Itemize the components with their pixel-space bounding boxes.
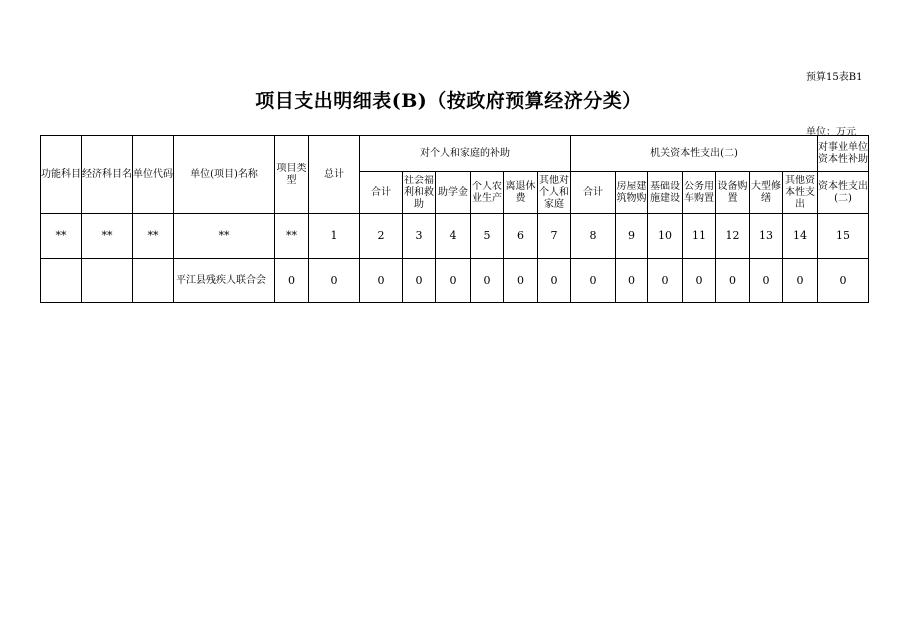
index-cell: 6 bbox=[504, 214, 538, 259]
index-row bbox=[41, 214, 869, 259]
value-cell: 0 bbox=[403, 259, 436, 303]
index-cell: 3 bbox=[403, 214, 436, 259]
value-cell: 0 bbox=[436, 259, 471, 303]
code-cell bbox=[133, 259, 174, 303]
unit-label: 单位：万元 bbox=[806, 127, 856, 138]
index-cell: 4 bbox=[436, 214, 471, 259]
value-cell: 0 bbox=[471, 259, 504, 303]
value-cell: 0 bbox=[818, 259, 869, 303]
subheader-social-welfare: 社会福利和救助 bbox=[403, 172, 436, 214]
index-cell: 10 bbox=[648, 214, 683, 259]
header-group-enterprise-capital: 对事业单位资本性补助 bbox=[818, 136, 869, 172]
value-cell: 0 bbox=[309, 259, 360, 303]
index-cell: 8 bbox=[571, 214, 616, 259]
econ-cell bbox=[82, 259, 133, 303]
value-cell: 0 bbox=[783, 259, 818, 303]
table-row bbox=[41, 259, 869, 303]
subheader-equipment: 设备购置 bbox=[716, 172, 750, 214]
index-cell: 15 bbox=[818, 214, 869, 259]
value-cell: 0 bbox=[716, 259, 750, 303]
index-cell: 11 bbox=[683, 214, 716, 259]
index-cell: 12 bbox=[716, 214, 750, 259]
project-type-cell: 0 bbox=[275, 259, 309, 303]
page-title: 项目支出明细表(B)（按政府预算经济分类） bbox=[255, 90, 642, 112]
index-cell: 1 bbox=[309, 214, 360, 259]
subheader-vehicle: 公务用车购置 bbox=[683, 172, 716, 214]
index-cell: ** bbox=[133, 214, 174, 259]
unit-name-cell: 平江县残疾人联合会 bbox=[174, 259, 275, 303]
subheader-personal-total: 合计 bbox=[360, 172, 403, 214]
subheader-grant: 助学金 bbox=[436, 172, 471, 214]
value-cell: 0 bbox=[616, 259, 648, 303]
subheader-retirement: 离退休费 bbox=[504, 172, 538, 214]
header-project-type: 项目类型 bbox=[275, 136, 309, 214]
index-cell: 5 bbox=[471, 214, 504, 259]
index-cell: ** bbox=[82, 214, 133, 259]
subheader-repair: 大型修缮 bbox=[750, 172, 783, 214]
index-cell: 7 bbox=[538, 214, 571, 259]
value-cell: 0 bbox=[538, 259, 571, 303]
index-cell: 2 bbox=[360, 214, 403, 259]
value-cell: 0 bbox=[683, 259, 716, 303]
table-code: 预算15表B1 bbox=[806, 72, 863, 83]
func-cell bbox=[41, 259, 82, 303]
budget-table bbox=[40, 135, 869, 303]
index-cell: 9 bbox=[616, 214, 648, 259]
index-cell: ** bbox=[275, 214, 309, 259]
value-cell: 0 bbox=[750, 259, 783, 303]
header-unit-name: 单位(项目)名称 bbox=[174, 136, 275, 214]
value-cell: 0 bbox=[504, 259, 538, 303]
index-cell: ** bbox=[174, 214, 275, 259]
index-cell: ** bbox=[41, 214, 82, 259]
header-total: 总计 bbox=[309, 136, 360, 214]
subheader-enterprise-capital: 资本性支出(二) bbox=[818, 172, 869, 214]
subheader-infrastructure: 基础设施建设 bbox=[648, 172, 683, 214]
subheader-other-capital: 其他资本性支出 bbox=[783, 172, 818, 214]
header-unit-code: 单位代码 bbox=[133, 136, 174, 214]
index-cell: 13 bbox=[750, 214, 783, 259]
header-group-org-capital: 机关资本性支出(二) bbox=[571, 136, 818, 172]
subheader-org-total: 合计 bbox=[571, 172, 616, 214]
header-func-subject: 功能科目 bbox=[41, 136, 82, 214]
header-econ-subject: 经济科目名 bbox=[82, 136, 133, 214]
subheader-other-personal: 其他对个人和家庭 bbox=[538, 172, 571, 214]
value-cell: 0 bbox=[648, 259, 683, 303]
header-group-personal: 对个人和家庭的补助 bbox=[360, 136, 571, 172]
subheader-building: 房屋建筑物购 bbox=[616, 172, 648, 214]
value-cell: 0 bbox=[360, 259, 403, 303]
subheader-farm-production: 个人农业生产 bbox=[471, 172, 504, 214]
index-cell: 14 bbox=[783, 214, 818, 259]
value-cell: 0 bbox=[571, 259, 616, 303]
